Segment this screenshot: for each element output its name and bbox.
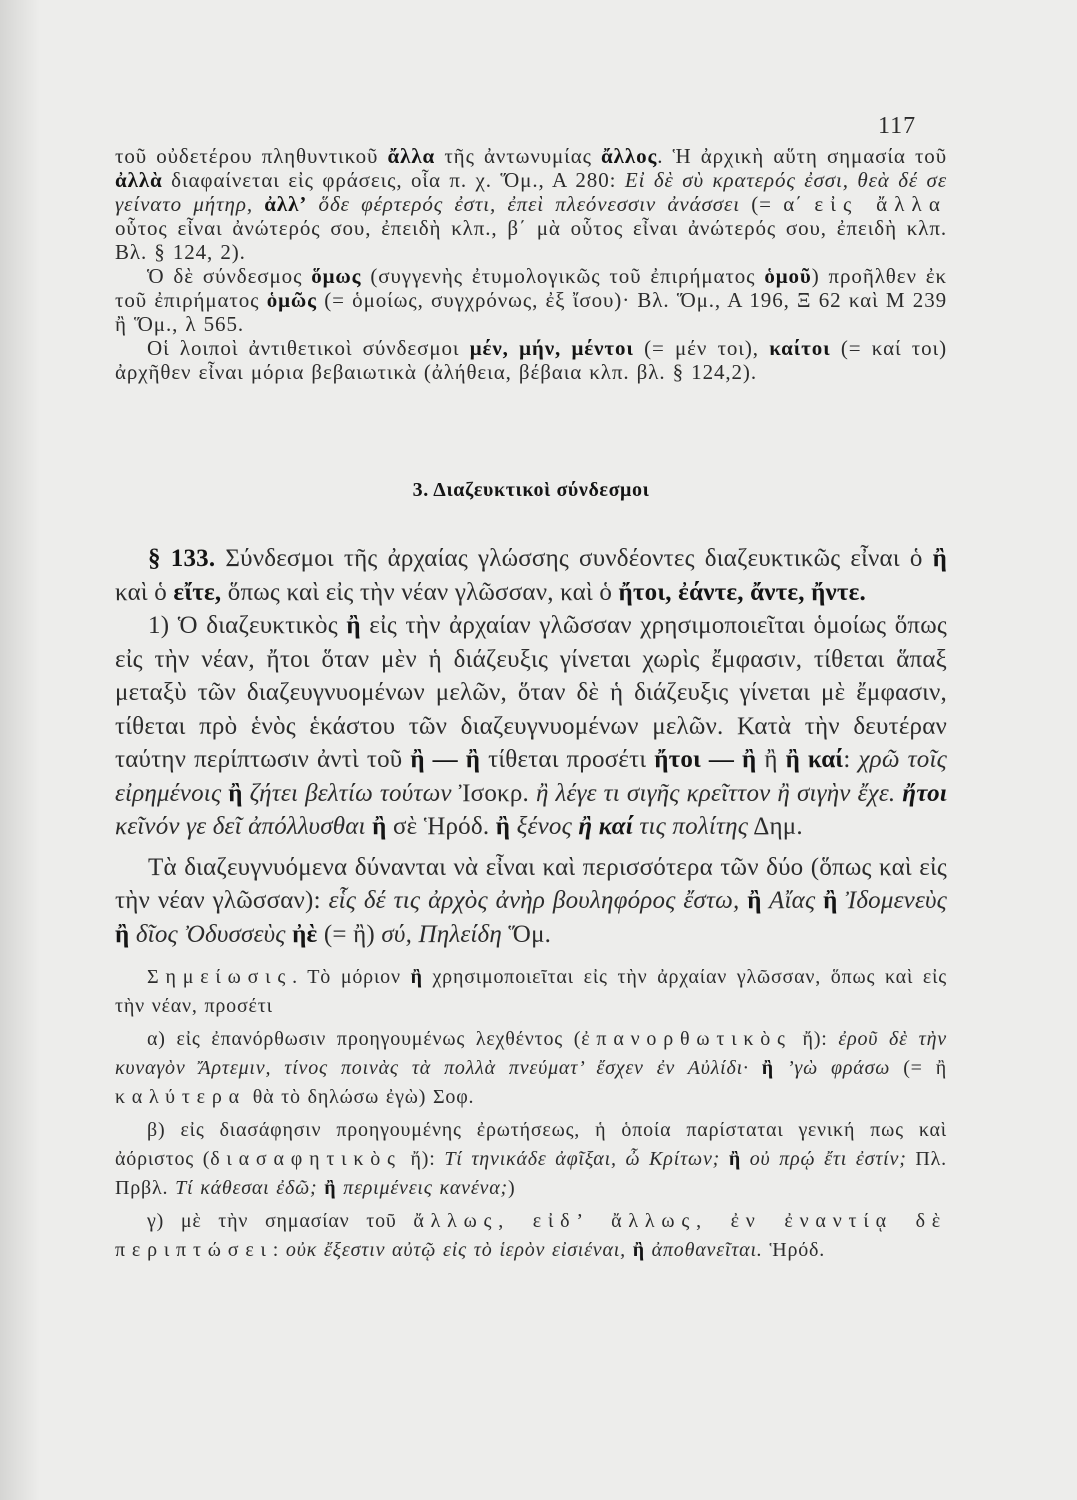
text-run: διαφαίνεται εἰς φράσεις, οἷα π. χ. Ὅμ., Α 280: [162, 168, 625, 192]
bold-term: ἢ [495, 813, 511, 840]
text-run: ) προῆλθεν ἐκ τοῦ ἐπιρήματος [115, 264, 947, 312]
section-133-point-1 [115, 609, 947, 844]
text-run: ) [507, 1177, 516, 1199]
text-run: Πλ. Πρβλ. [115, 1148, 947, 1199]
text-run: α) εἰς ἐπανόρθωσιν προηγουμένως λεχθέντος ( [147, 1028, 582, 1050]
bold-term: ἀλλὰ [115, 168, 163, 192]
quotation-text: Τί κάθεσαι ἐδῶ; [175, 1177, 325, 1199]
bold-term: ἢ [932, 545, 948, 572]
text-run: Ὅμ. [501, 920, 552, 948]
page-number: 117 [878, 113, 917, 139]
text-run: 1) Ὁ διαζευκτικὸς [148, 612, 347, 639]
bold-term: εἴτε, [173, 578, 222, 606]
text-run: χρησιμοποιεῖται εἰς τὴν ἀρχαίαν γλῶσσαν, ὅπως καὶ εἰς τὴν νέαν, προσέτι [115, 966, 947, 1017]
text-run: Ἰσοκρ. [451, 779, 536, 807]
text-run: (συγγενὴς ἐτυμολογικῶς τοῦ ἐπιρήματος [361, 264, 765, 288]
spaced-emphasis: Σημείωσις [147, 966, 293, 988]
text-run: (= καί τοι) ἀρχῆθεν εἶναι μόρια βεβαιωτικὰ (ἀλήθεια, βέβαια κλπ. βλ. § 124,2). [115, 336, 947, 384]
quotation-text: περιμένεις κανένα; [336, 1177, 508, 1199]
text-run: : [272, 1239, 286, 1261]
quotation-text: τις πολίτης [632, 813, 749, 840]
bold-term: ἢ [346, 612, 361, 639]
note-item-c [115, 1207, 947, 1265]
bold-term: ἢ καί [578, 813, 633, 840]
text-run: Σύνδεσμοι τῆς ἀρχαίας γλώσσης συνδέοντες διαζευκτικῶς εἶναι ὁ [215, 545, 933, 572]
bold-term: ἤτοι, ἐάντε, ἄντε, ἤντε. [618, 578, 866, 606]
bold-term: ἢ [324, 1177, 337, 1199]
text-run: ἤ): [791, 1028, 839, 1050]
bold-term: ὁμοῦ [764, 264, 812, 288]
bold-term: ἤτοι [902, 779, 948, 807]
text-run: σὲ Ἡρόδ. [386, 813, 496, 840]
bold-term: ὁμῶς [266, 288, 317, 312]
bold-term: ἢ [747, 887, 762, 914]
paragraph-other-adversatives [115, 336, 947, 384]
bold-term: ἢ καί [785, 746, 844, 773]
text-run: καὶ ὁ [115, 578, 174, 606]
quotation-text: ’γὼ φράσω [773, 1057, 891, 1079]
text-run: τῆς ἀντωνυμίας [435, 144, 602, 168]
bold-term: ἢ [228, 779, 243, 807]
bold-term: μέν, μήν, μέντοι [469, 336, 634, 360]
text-run: οὗτος εἶναι ἀνώτερός σου, ἐπειδὴ κλπ., β΄ μὰ οὗτος εἶναι ἀνώτερός σου, ἐπειδὴ κλπ. Βλ. § 124, 2). [115, 216, 947, 264]
bold-term: ἢ [372, 813, 387, 840]
quotation-text: ἀποθανεῖται. [644, 1239, 763, 1261]
bold-term: ἢ [761, 1057, 774, 1079]
text-run: τοῦ οὐδετέρου πληθυντικοῦ [115, 144, 388, 168]
quotation-text: Ἰδομενεὺς [837, 887, 948, 914]
note-item-a [115, 1025, 947, 1112]
text-run: (= ὁμοίως, συγχρόνως, ἐξ ἴσου)· Βλ. Ὅμ., Α 196, Ξ 62 καὶ Μ 239 ἢ Ὅμ., λ 565. [115, 288, 947, 336]
quotation-text: οὐ πρῴ ἔτι ἐστίν; [741, 1148, 907, 1170]
spaced-emphasis: εἰς ἄλλα [814, 192, 947, 216]
bold-term: ἢ [823, 887, 838, 914]
quotation-text: Τί τηνικάδε ἀφῖξαι, ὦ Κρίτων; [444, 1148, 729, 1170]
quotation-text: ζήτει βελτίω τούτων [242, 779, 452, 807]
spaced-emphasis: διασαφητικὸς [210, 1148, 402, 1170]
upper-text-block [115, 144, 947, 384]
section-heading: 3. Διαζευκτικοὶ σύνδεσμοι [412, 479, 650, 501]
text-run: β) εἰς διασάφησιν προηγουμένης ἐρωτήσεως, ἡ ὁποία παρίσταται γενική πως καὶ ἀόριστος ( [115, 1119, 947, 1170]
quotation-text: Αἴας [761, 887, 824, 914]
bold-term: ἢ [410, 966, 423, 988]
bold-term: ἀλλ’ [264, 192, 308, 216]
note-intro [115, 963, 947, 1021]
paragraph-alla-continuation [115, 144, 947, 264]
bold-term: ἄλλα [387, 144, 436, 168]
section-133-intro [115, 542, 947, 609]
text-run: . Τὸ μόριον [292, 966, 411, 988]
text-run: (= α΄ [739, 192, 815, 216]
text-run: τίθεται προσέτι [480, 746, 655, 773]
text-run: Τὰ διαζευγνυόμενα δύνανται νὰ εἶναι καὶ περισσότερα τῶν δύο (ὅπως καὶ εἰς τὴν νέαν γλῶσσαν): [115, 853, 947, 914]
quotation-text: Εἰ δὲ σὺ κρατερός ἐσσι, θεὰ δέ σε γείνατο μήτηρ, [115, 168, 947, 216]
bold-term: ἢ [632, 1239, 645, 1261]
text-run: Δημ. [748, 813, 803, 840]
bold-term: ἢ [115, 920, 130, 948]
text-run: ἤ): [401, 1148, 445, 1170]
bold-term: ὅμως [311, 264, 362, 288]
text-run: εἰς τὴν ἀρχαίαν γλῶσσαν χρησιμοποιεῖται ὁμοίως ὅπως εἰς τὴν νέαν, ἤτοι ὅταν μὲν ἡ διάζευξις γίνεται χωρὶς ἔμφασιν, τίθεται ἅπαξ μεταξὺ τῶν διαζευγνυομένων μελῶν, ὅταν δὲ ἡ διάζευξις γίνεται μὲ ἔμφασιν, τίθεται πρὸ ἑνὸς ἑκάστου τῶν διαζευγνυομένων μελῶν. Κατὰ τὴν δευτέραν ταύτην περίπτωσιν ἀντὶ τοῦ [115, 612, 947, 773]
text-run: (= μέν τοι), [633, 336, 770, 360]
spaced-emphasis: ἐπανορθωτικὸς [581, 1028, 792, 1050]
quotation-text: ἢ λέγε τι σιγῆς κρεῖττον ἢ σιγὴν ἔχε. [535, 779, 903, 807]
text-run: θὰ τὸ δηλώσω ἐγὼ) Σοφ. [245, 1086, 475, 1108]
quotation-text: δῖος Ὀδυσσεὺς [129, 920, 293, 948]
text-run: (= ἢ) [317, 920, 382, 948]
bold-term: ἠὲ [292, 920, 318, 948]
text-run: ὅπως καὶ εἰς τὴν νέαν γλῶσσαν, καὶ ὁ [221, 578, 619, 606]
spaced-emphasis: καλύτερα [115, 1086, 246, 1108]
text-run: : [843, 746, 859, 773]
section-133-more-than-two [115, 851, 947, 952]
text-run: (= ἢ [890, 1057, 947, 1079]
quotation-text: οὐκ ἔξεστιν αὐτῷ εἰς τὸ ἱερὸν εἰσιέναι, [285, 1239, 633, 1261]
bold-term: καίτοι [769, 336, 831, 360]
page-content [115, 144, 947, 1265]
bold-term: ἄλλος [601, 144, 658, 168]
bold-term: § 133. [148, 545, 216, 572]
quotation-text: ξένος [510, 813, 579, 840]
bold-term: ἢ [728, 1148, 741, 1170]
text-run: . Ἡ ἀρχικὴ αὕτη σημασία τοῦ [657, 144, 948, 168]
section-133-block [115, 542, 947, 951]
quotation-text: κεῖνόν γε δεῖ ἀπόλλυσθαι [115, 813, 373, 840]
bold-term: ἢ — ἢ [410, 746, 481, 773]
quotation-text: εἷς δέ τις ἀρχὸς ἀνὴρ βουληφόρος ἔστω, [328, 887, 748, 914]
note-item-b [115, 1116, 947, 1203]
spaced-emphasis: ἄλλως, εἰδ’ ἄλλως, ἐν ἐναντίᾳ δὲ περιπτώσει [115, 1210, 948, 1261]
quotation-text: χρῶ τοῖς εἰρημένοις [115, 746, 947, 807]
text-run: Οἱ λοιποὶ ἀντιθετικοὶ σύνδεσμοι [147, 336, 470, 360]
note-block [115, 963, 947, 1265]
quotation-text: σύ, Πηλείδη [381, 920, 502, 948]
quotation-text: ὅδε φέρτερός ἐστι, ἐπεὶ πλεόνεσσιν ἀνάσσει [307, 192, 740, 216]
text-run: γ) μὲ τὴν σημασίαν τοῦ [147, 1210, 414, 1232]
quotation-text: ἐροῦ δὲ τὴν κυναγὸν Ἄρτεμιν, τίνος ποινὰς τὰ πολλὰ πνεύματ’ ἔσχεν ἐν Αὐλίδι· [115, 1028, 947, 1079]
bold-term: ἤτοι — ἢ [654, 746, 757, 773]
text-run: ἢ [756, 746, 786, 773]
text-run: Ἡρόδ. [762, 1239, 826, 1261]
text-run: Ὁ δὲ σύνδεσμος [147, 264, 312, 288]
paragraph-homos [115, 264, 947, 336]
